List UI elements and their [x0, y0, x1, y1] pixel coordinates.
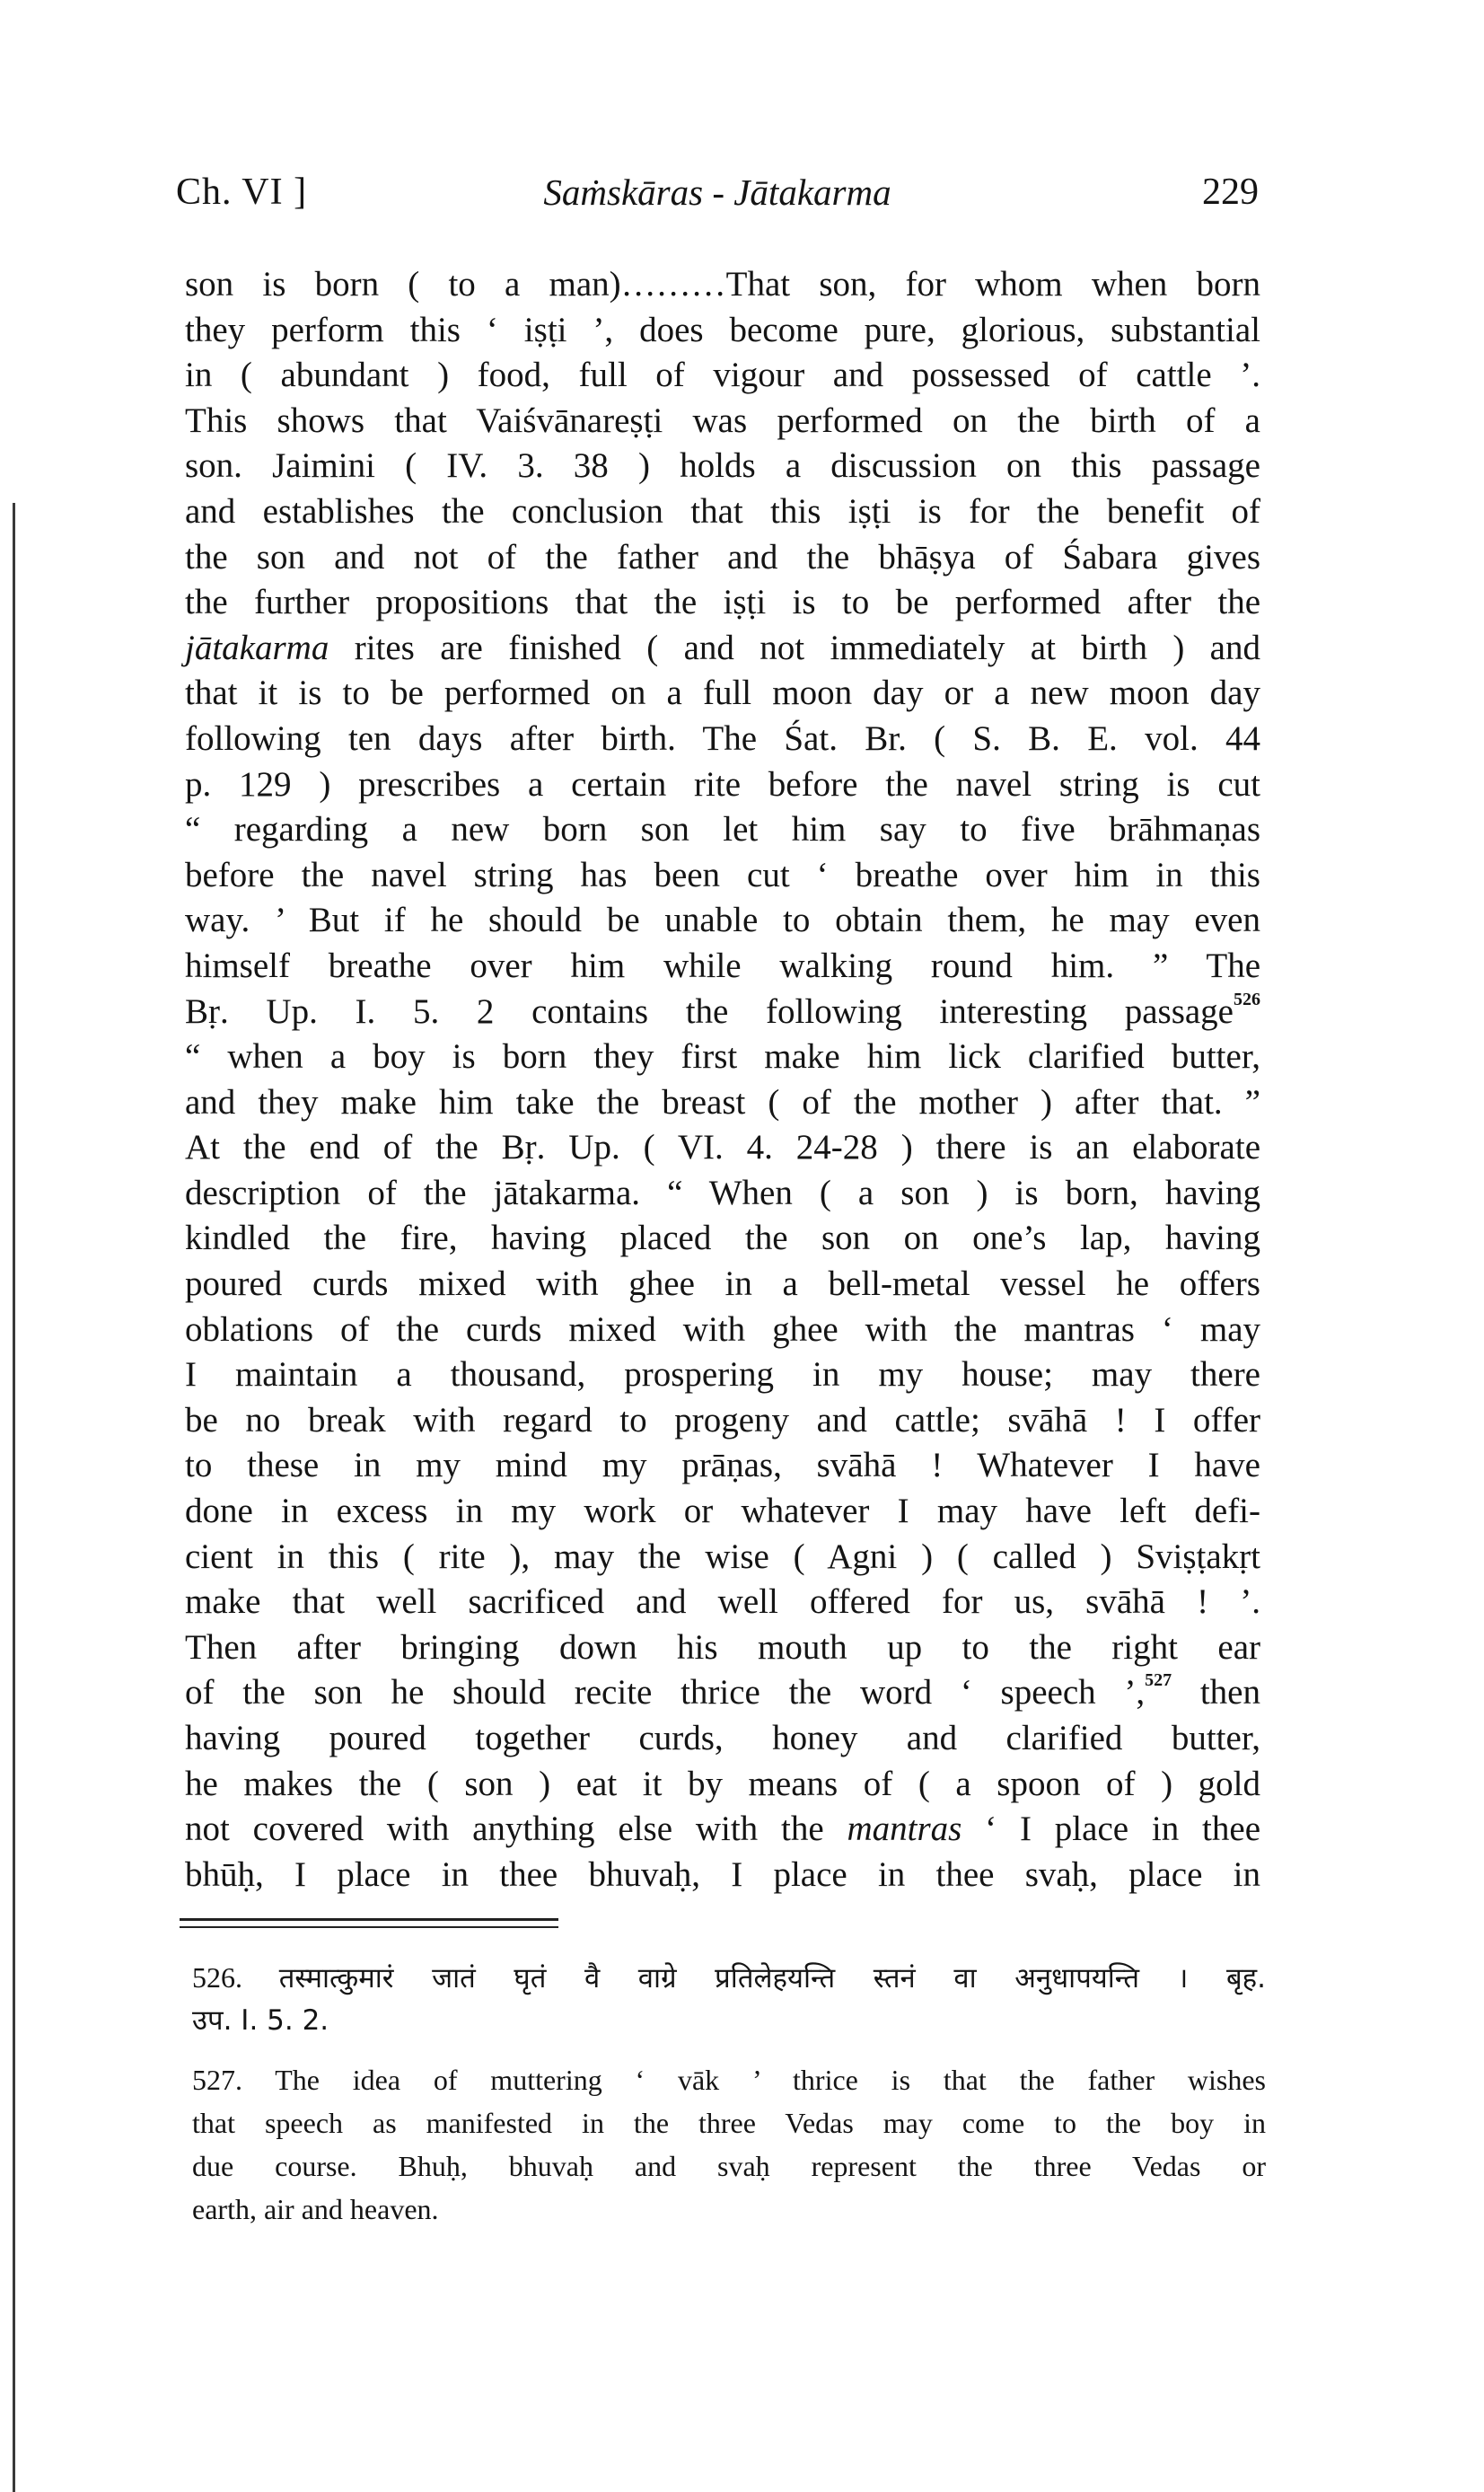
text-line: the son and not of the father and the bhāṣya of Śabara gives — [185, 537, 1260, 577]
text-line: son is born ( to a man)………That son, for whom when born — [185, 265, 1260, 304]
text-line: and they make him take the breast ( of the mother ) after that. ” — [185, 1082, 1260, 1122]
text-line: description of the jātakarma. “ When ( a son ) is born, having — [185, 1173, 1260, 1212]
text-line: “ regarding a new born son let him say to five brāhmaṇas — [185, 810, 1260, 850]
page-header — [176, 171, 1259, 225]
text-line: At the end of the Bṛ. Up. ( VI. 4. 24-28 ) there is an elaborate — [185, 1128, 1260, 1167]
text-line: “ when a boy is born they first make him lick clarified butter, — [185, 1037, 1260, 1077]
text-line: having poured together curds, honey and clarified butter, — [185, 1719, 1260, 1757]
italic-term: mantras — [847, 1810, 962, 1849]
footnote-526 — [192, 1956, 1266, 1999]
text-line: p. 129 ) prescribes a certain rite before the navel string is cut — [185, 764, 1260, 804]
footnote-527-line: earth, air and heaven. — [192, 2193, 439, 2225]
text-line: way. ’ But if he should be unable to obtain them, he may even — [185, 901, 1260, 940]
text-line: done in excess in my work or whatever I may have left defi- — [185, 1492, 1260, 1531]
footnote-number: 526. — [192, 1961, 242, 1994]
text-line: oblations of the curds mixed with ghee with the mantras ‘ may — [185, 1309, 1260, 1349]
text-line: himself breathe over him while walking round him. ” The — [185, 946, 1260, 985]
footnote-ref-526[interactable]: 526 — [1234, 989, 1260, 1009]
footnotes — [192, 1956, 1266, 2231]
text-line: poured curds mixed with ghee in a bell-metal vessel he offers — [185, 1264, 1260, 1304]
text-line: cient in this ( rite ), may the wise ( Agni ) ( called ) Sviṣṭakṛt — [185, 1537, 1260, 1576]
text-line — [185, 626, 1260, 672]
main-text — [185, 262, 1260, 1898]
text-line: kindled the fire, having placed the son on one’s lap, having — [185, 1219, 1260, 1258]
text-line: in ( abundant ) food, full of vigour and possessed of cattle ’. — [185, 356, 1260, 395]
text-fragment: then — [1172, 1673, 1260, 1713]
text-fragment: not covered with anything else with the — [185, 1810, 824, 1849]
text-fragment: rites are finished ( and not immediately at birth ) and — [329, 628, 1260, 667]
footnote-divider — [180, 1926, 558, 1928]
text-line: make that well sacrificed and well offered for us, svāhā ! ’. — [185, 1582, 1260, 1622]
italic-term: jātakarma — [185, 628, 329, 667]
footnote-ref-527[interactable]: 527 — [1145, 1670, 1172, 1691]
footnote-sanskrit: तस्मात्कुमारं जातं घृतं वै वाग्रे प्रतिलेहयन्ति स्तनं वा अनुधापयन्ति । बृह. — [278, 1962, 1266, 1994]
scan-edge-shadow — [13, 503, 15, 2492]
text-line: and establishes the conclusion that this iṣṭi is for the benefit of — [185, 491, 1260, 531]
text-line: he makes the ( son ) eat it by means of ( a spoon of ) gold — [185, 1764, 1260, 1803]
text-line: I maintain a thousand, prospering in my house; may there — [185, 1355, 1260, 1395]
text-line: before the navel string has been cut ‘ breathe over him in this — [185, 855, 1260, 894]
text-line: be no break with regard to progeny and cattle; svāhā ! I offer — [185, 1400, 1260, 1440]
text-line: following ten days after birth. The Śat. Br. ( S. B. E. vol. 44 — [185, 718, 1260, 758]
text-line: that it is to be performed on a full moon day or a new moon day — [185, 674, 1260, 713]
page-number: 229 — [1202, 172, 1259, 213]
footnote-527-line: that speech as manifested in the three Vedas may come to the boy in — [192, 2107, 1266, 2139]
running-title: Saṁskāras - Jātakarma — [543, 172, 891, 213]
text-line: Then after bringing down his mouth up to the right ear — [185, 1627, 1260, 1667]
text-line: to these in my mind my prāṇas, svāhā ! Whatever I have — [185, 1446, 1260, 1485]
text-line: This shows that Vaiśvānareṣṭi was performed on the birth of a — [185, 401, 1260, 440]
text-fragment: ‘ I place in thee — [962, 1810, 1261, 1849]
text-line: bhūḥ, I place in thee bhuvaḥ, I place in thee svaḥ, place in — [185, 1854, 1260, 1894]
chapter-label: Ch. VI ] — [176, 172, 308, 213]
text-line: the further propositions that the iṣṭi is to be performed after the — [185, 583, 1260, 622]
text-line — [185, 990, 1260, 1035]
text-fragment: of the son he should recite thrice the word ‘ speech ’, — [185, 1673, 1146, 1713]
footnote-527-line: due course. Bhuḥ, bhuvaḥ and svaḥ represent the three Vedas or — [192, 2150, 1266, 2182]
text-line: they perform this ‘ iṣṭi ’, does become pure, glorious, substantial — [185, 310, 1260, 349]
text-line: son. Jaimini ( IV. 3. 38 ) holds a discussion on this passage — [185, 446, 1260, 486]
text-fragment: Bṛ. Up. I. 5. 2 contains the following interesting passage — [185, 991, 1234, 1031]
text-line — [185, 1670, 1260, 1716]
footnote-527-line: 527. The idea of muttering ‘ vāk ’ thrice is that the father wishes — [192, 2064, 1266, 2096]
text-line — [185, 1807, 1260, 1853]
footnote-divider — [180, 1918, 558, 1921]
footnote-526-source: उप. I. 5. 2. — [192, 2004, 329, 2037]
